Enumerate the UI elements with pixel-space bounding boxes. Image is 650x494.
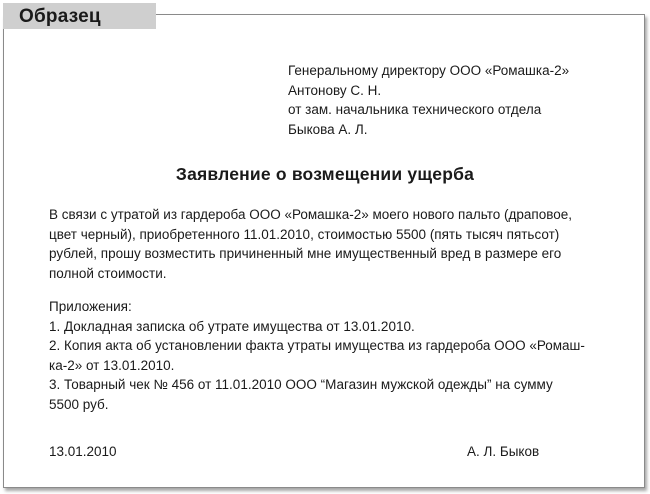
attachment-item-2: 2. Копия акта об установлении факта утраты имущества из гардероба ООО «Ромаш- bbox=[49, 338, 585, 353]
recipient-block bbox=[288, 61, 569, 139]
attachments-list bbox=[49, 297, 609, 414]
attachments-heading: Приложения: bbox=[49, 299, 132, 314]
sample-badge bbox=[3, 3, 156, 29]
attachment-item-3: 3. Товарный чек № 456 от 11.01.2010 ООО “Магазин мужской одежды” на сумму bbox=[49, 377, 553, 392]
recipient-line: от зам. начальника технического отдела bbox=[288, 102, 542, 117]
sample-badge-label: Образец bbox=[19, 6, 101, 27]
body-paragraph bbox=[49, 205, 609, 283]
body-line: рублей, прошу возместить причиненный мне имущественный вред в размере его bbox=[49, 246, 562, 261]
body-line: В связи с утратой из гардероба ООО «Ромашка-2» моего нового пальто (драповое, bbox=[49, 207, 572, 222]
recipient-line: Генеральному директору ООО «Ромашка-2» bbox=[288, 63, 570, 78]
body-line: цвет черный), приобретенного 11.01.2010, стоимостью 5500 (пять тысяч пятьсот) bbox=[49, 226, 560, 242]
recipient-line: Быкова А. Л. bbox=[288, 121, 368, 137]
recipient-line: Антонову С. Н. bbox=[288, 82, 382, 98]
attachment-item-3-cont: 5500 руб. bbox=[49, 396, 109, 412]
attachment-item-2-cont: ка-2» от 13.01.2010. bbox=[49, 357, 175, 373]
document-title: Заявление о возмещении ущерба bbox=[175, 164, 475, 184]
body-line: полной стоимости. bbox=[49, 265, 167, 281]
document-date: 13.01.2010 bbox=[49, 444, 117, 459]
signature-name: А. Л. Быков bbox=[467, 444, 540, 459]
attachment-item-1: 1. Докладная записка об утрате имущества от 13.01.2010. bbox=[49, 318, 415, 334]
